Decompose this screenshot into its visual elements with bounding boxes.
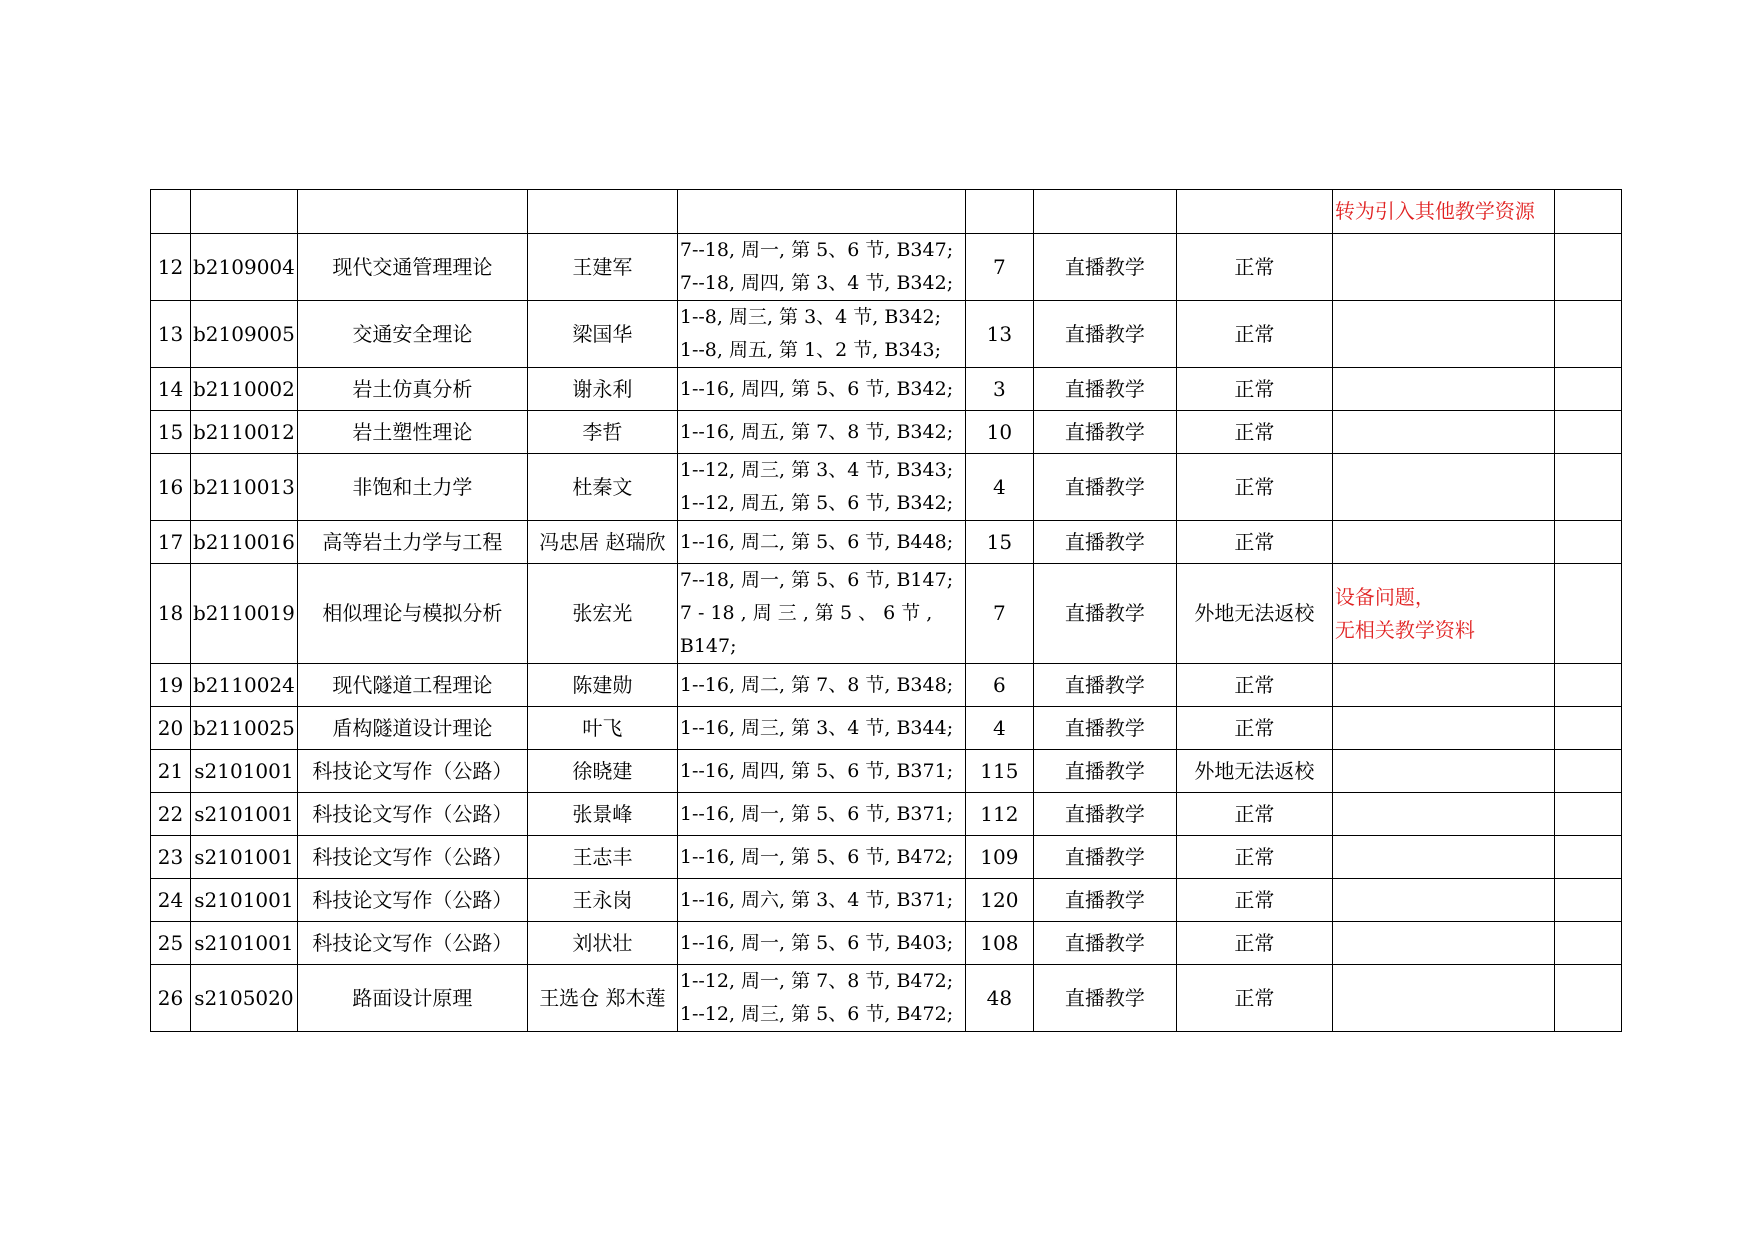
teaching-mode-cell: 直播教学 [1033,793,1176,836]
schedule-line: 1--16, 周二, 第 5、6 节, B448; [679,530,954,553]
teacher-cell: 王永岗 [527,879,677,922]
course-name-cell: 路面设计原理 [297,965,527,1032]
teacher-cell: 陈建勋 [527,664,677,707]
extra-cell [1554,750,1621,793]
teacher-cell: 谢永利 [527,368,677,411]
course-code-cell: b2110025 [191,707,298,750]
table-row [151,836,1622,879]
table-row [151,965,1622,1032]
extra-cell [1554,793,1621,836]
remark-cell [1332,521,1554,564]
teacher-cell: 徐晓建 [527,750,677,793]
course-name-cell: 高等岩土力学与工程 [297,521,527,564]
student-count-cell [965,190,1033,234]
extra-cell [1554,965,1621,1032]
table-row [151,411,1622,454]
table-row [151,521,1622,564]
teaching-mode-cell [1033,190,1176,234]
student-count-cell: 7 [965,564,1033,664]
teacher-cell: 冯忠居 赵瑞欣 [527,521,677,564]
teaching-mode-cell: 直播教学 [1033,234,1176,301]
remark-cell: 设备问题， 无相关教学资料 [1332,564,1554,664]
schedule-line: 1--16, 周四, 第 5、6 节, B342; [679,377,954,400]
teaching-mode-cell: 直播教学 [1033,368,1176,411]
course-name-cell: 科技论文写作（公路） [297,922,527,965]
teaching-mode-cell: 直播教学 [1033,836,1176,879]
status-cell: 正常 [1176,301,1332,368]
course-name-cell: 相似理论与模拟分析 [297,564,527,664]
row-number-cell: 24 [151,879,191,922]
course-code-cell [191,190,298,234]
course-code-cell: b2110012 [191,411,298,454]
remark-cell [1332,301,1554,368]
remark-cell [1332,922,1554,965]
course-code-cell: s2105020 [191,965,298,1032]
course-code-cell: s2101001 [191,750,298,793]
course-name-cell: 岩土塑性理论 [297,411,527,454]
schedule-line: 7 - 18 , 周 三 , 第 5 、 6 节 , [679,602,933,624]
status-cell: 正常 [1176,879,1332,922]
teacher-cell: 张宏光 [527,564,677,664]
extra-cell [1554,368,1621,411]
remark-cell [1332,707,1554,750]
student-count-cell: 6 [965,664,1033,707]
course-name-cell: 科技论文写作（公路） [297,750,527,793]
teaching-mode-cell: 直播教学 [1033,750,1176,793]
remark-cell [1332,965,1554,1032]
remark-cell [1332,234,1554,301]
student-count-cell: 109 [965,836,1033,879]
remark-cell [1332,750,1554,793]
student-count-cell: 10 [965,411,1033,454]
course-name-cell [297,190,527,234]
schedule-cell [677,664,965,707]
course-name-cell: 岩土仿真分析 [297,368,527,411]
teaching-mode-cell: 直播教学 [1033,521,1176,564]
row-number-cell: 18 [151,564,191,664]
schedule-line: 1--12, 周五, 第 5、6 节, B342; [679,492,954,514]
course-name-cell: 科技论文写作（公路） [297,836,527,879]
status-cell [1176,190,1332,234]
remark-cell [1332,454,1554,521]
course-name-cell: 现代隧道工程理论 [297,664,527,707]
table-row [151,368,1622,411]
row-number-cell: 12 [151,234,191,301]
row-number-cell: 23 [151,836,191,879]
student-count-cell: 120 [965,879,1033,922]
row-number-cell: 22 [151,793,191,836]
teacher-cell: 张景峰 [527,793,677,836]
table-row [151,707,1622,750]
student-count-cell: 4 [965,707,1033,750]
course-name-cell: 盾构隧道设计理论 [297,707,527,750]
extra-cell [1554,836,1621,879]
schedule-line: 1--12, 周三, 第 5、6 节, B472; [679,1003,954,1025]
remark-cell [1332,368,1554,411]
teaching-mode-cell: 直播教学 [1033,411,1176,454]
schedule-cell [677,190,965,234]
status-cell: 正常 [1176,521,1332,564]
extra-cell [1554,564,1621,664]
student-count-cell: 48 [965,965,1033,1032]
schedule-line: 1--12, 周三, 第 3、4 节, B343; [679,459,954,481]
status-cell: 外地无法返校 [1176,750,1332,793]
student-count-cell: 7 [965,234,1033,301]
course-code-cell: b2110019 [191,564,298,664]
row-number-cell: 15 [151,411,191,454]
schedule-line: 1--8, 周五, 第 1、2 节, B343; [679,339,942,361]
extra-cell [1554,411,1621,454]
schedule-line: 1--8, 周三, 第 3、4 节, B342; [679,306,942,328]
extra-cell [1554,664,1621,707]
schedule-cell [677,411,965,454]
teacher-cell [527,190,677,234]
schedule-line: 1--16, 周二, 第 7、8 节, B348; [679,673,954,696]
course-code-cell: b2109005 [191,301,298,368]
schedule-cell [677,454,965,521]
schedule-cell [677,301,965,368]
student-count-cell: 108 [965,922,1033,965]
table-row [151,190,1622,234]
student-count-cell: 4 [965,454,1033,521]
row-number-cell: 25 [151,922,191,965]
course-schedule-table [150,189,1622,1032]
schedule-line: 1--16, 周五, 第 7、8 节, B342; [679,420,954,443]
extra-cell [1554,879,1621,922]
schedule-cell [677,234,965,301]
table-row [151,454,1622,521]
schedule-cell [677,707,965,750]
schedule-line: 1--16, 周三, 第 3、4 节, B344; [679,716,954,739]
teacher-cell: 王志丰 [527,836,677,879]
extra-cell [1554,301,1621,368]
row-number-cell [151,190,191,234]
schedule-line: 1--16, 周一, 第 5、6 节, B472; [679,845,954,868]
schedule-cell [677,793,965,836]
table-row [151,879,1622,922]
course-code-cell: s2101001 [191,879,298,922]
row-number-cell: 13 [151,301,191,368]
schedule-cell [677,750,965,793]
remark-cell [1332,664,1554,707]
schedule-line: 7--18, 周一, 第 5、6 节, B347; [679,239,954,261]
extra-cell [1554,234,1621,301]
table-row [151,234,1622,301]
table-row [151,922,1622,965]
row-number-cell: 16 [151,454,191,521]
table-row [151,664,1622,707]
status-cell: 正常 [1176,234,1332,301]
student-count-cell: 13 [965,301,1033,368]
course-name-cell: 现代交通管理理论 [297,234,527,301]
student-count-cell: 115 [965,750,1033,793]
schedule-cell [677,368,965,411]
teacher-cell: 杜秦文 [527,454,677,521]
status-cell: 正常 [1176,836,1332,879]
remark-cell [1332,836,1554,879]
course-name-cell: 交通安全理论 [297,301,527,368]
teacher-cell: 李哲 [527,411,677,454]
student-count-cell: 15 [965,521,1033,564]
schedule-cell [677,922,965,965]
row-number-cell: 19 [151,664,191,707]
row-number-cell: 26 [151,965,191,1032]
row-number-cell: 17 [151,521,191,564]
teaching-mode-cell: 直播教学 [1033,922,1176,965]
teaching-mode-cell: 直播教学 [1033,301,1176,368]
status-cell: 正常 [1176,368,1332,411]
extra-cell [1554,190,1621,234]
table-row [151,793,1622,836]
status-cell: 正常 [1176,707,1332,750]
row-number-cell: 21 [151,750,191,793]
remark-cell [1332,411,1554,454]
course-code-cell: b2110013 [191,454,298,521]
table-row [151,301,1622,368]
schedule-line: 7--18, 周一, 第 5、6 节, B147; [679,569,954,591]
status-cell: 正常 [1176,454,1332,521]
status-cell: 外地无法返校 [1176,564,1332,664]
course-code-cell: b2110016 [191,521,298,564]
teaching-mode-cell: 直播教学 [1033,879,1176,922]
status-cell: 正常 [1176,411,1332,454]
extra-cell [1554,521,1621,564]
schedule-line: 1--16, 周一, 第 5、6 节, B371; [679,802,954,825]
schedule-cell [677,521,965,564]
course-code-cell: s2101001 [191,922,298,965]
teacher-cell: 叶飞 [527,707,677,750]
teaching-mode-cell: 直播教学 [1033,564,1176,664]
teaching-mode-cell: 直播教学 [1033,664,1176,707]
extra-cell [1554,922,1621,965]
course-code-cell: b2109004 [191,234,298,301]
schedule-cell [677,965,965,1032]
student-count-cell: 112 [965,793,1033,836]
schedule-cell [677,879,965,922]
teaching-mode-cell: 直播教学 [1033,965,1176,1032]
student-count-cell: 3 [965,368,1033,411]
teacher-cell: 梁国华 [527,301,677,368]
teacher-cell: 王选仓 郑木莲 [527,965,677,1032]
course-name-cell: 非饱和土力学 [297,454,527,521]
status-cell: 正常 [1176,664,1332,707]
course-code-cell: b2110024 [191,664,298,707]
row-number-cell: 20 [151,707,191,750]
teaching-mode-cell: 直播教学 [1033,454,1176,521]
schedule-line: 1--12, 周一, 第 7、8 节, B472; [679,970,954,992]
schedule-line: B147; [679,635,737,657]
course-code-cell: s2101001 [191,836,298,879]
schedule-cell [677,564,965,664]
extra-cell [1554,454,1621,521]
remark-cell [1332,879,1554,922]
table-row [151,564,1622,664]
schedule-line: 1--16, 周四, 第 5、6 节, B371; [679,759,954,782]
teacher-cell: 王建军 [527,234,677,301]
schedule-line: 7--18, 周四, 第 3、4 节, B342; [679,272,954,294]
course-name-cell: 科技论文写作（公路） [297,793,527,836]
status-cell: 正常 [1176,922,1332,965]
course-code-cell: b2110002 [191,368,298,411]
remark-cell: 转为引入其他教学资源 [1332,190,1554,234]
remark-cell [1332,793,1554,836]
table-row [151,750,1622,793]
teacher-cell: 刘状壮 [527,922,677,965]
teaching-mode-cell: 直播教学 [1033,707,1176,750]
schedule-cell [677,836,965,879]
schedule-line: 1--16, 周一, 第 5、6 节, B403; [679,931,954,954]
row-number-cell: 14 [151,368,191,411]
course-name-cell: 科技论文写作（公路） [297,879,527,922]
status-cell: 正常 [1176,965,1332,1032]
extra-cell [1554,707,1621,750]
status-cell: 正常 [1176,793,1332,836]
course-code-cell: s2101001 [191,793,298,836]
schedule-line: 1--16, 周六, 第 3、4 节, B371; [679,888,954,911]
